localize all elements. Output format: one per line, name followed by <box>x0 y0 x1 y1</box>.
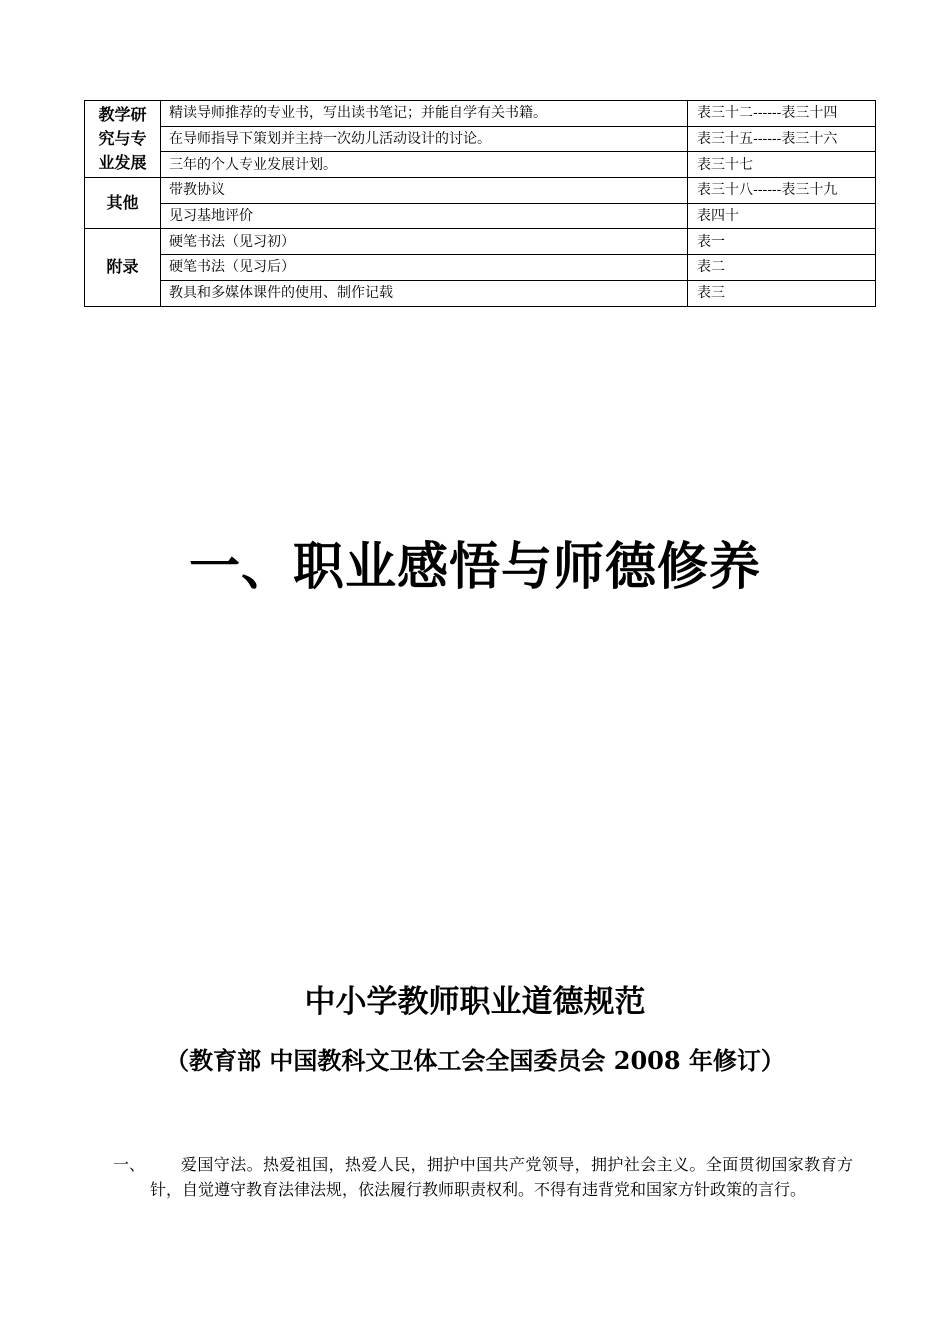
contents-table <box>84 100 876 307</box>
article-text: 爱国守法。热爱祖国，热爱人民，拥护中国共产党领导，拥护社会主义。全面贯彻国家教育方针，自觉遵守教育法律法规，依法履行教师职责权利。不得有违背党和国家方针政策的言行。 <box>150 1155 853 1199</box>
form-reference-cell: 表三十八------表三十九 <box>688 178 876 204</box>
table-row <box>85 255 876 281</box>
item-cell: 教具和多媒体课件的使用、制作记载 <box>161 280 688 306</box>
form-reference-cell: 表四十 <box>688 203 876 229</box>
category-label-line: 业发展 <box>98 153 147 173</box>
category-cell <box>85 101 161 178</box>
table-row <box>85 126 876 152</box>
item-cell: 三年的个人专业发展计划。 <box>161 152 688 178</box>
chapter-title: 一、职业感悟与师德修养 <box>188 538 761 597</box>
item-cell: 硬笔书法（见习初） <box>161 229 688 255</box>
form-reference-cell: 表三十二------表三十四 <box>688 101 876 127</box>
form-reference-cell: 表二 <box>688 255 876 281</box>
table-row <box>85 101 876 127</box>
category-cell: 其他 <box>85 178 161 229</box>
item-cell: 在导师指导下策划并主持一次幼儿活动设计的讨论。 <box>161 126 688 152</box>
table-row <box>85 178 876 204</box>
table-row <box>85 152 876 178</box>
section-title: 中小学教师职业道德规范 <box>304 984 646 1020</box>
form-reference-cell: 表三 <box>688 280 876 306</box>
form-reference-cell: 表三十七 <box>688 152 876 178</box>
article-paragraph <box>113 1152 853 1202</box>
section-subtitle: （教育部 中国教科文卫体工会全国委员会 2008 年修订） <box>165 1046 785 1075</box>
form-reference-cell: 表三十五------表三十六 <box>688 126 876 152</box>
category-label-line: 教学研 <box>98 105 147 125</box>
item-cell: 硬笔书法（见习后） <box>161 255 688 281</box>
form-reference-cell: 表一 <box>688 229 876 255</box>
table-row <box>85 280 876 306</box>
table-row <box>85 203 876 229</box>
item-cell: 见习基地评价 <box>161 203 688 229</box>
table-row <box>85 229 876 255</box>
article-number: 一、 <box>113 1155 146 1174</box>
item-cell: 精读导师推荐的专业书，写出读书笔记；并能自学有关书籍。 <box>161 101 688 127</box>
category-label-line: 究与专 <box>98 129 147 149</box>
category-cell: 附录 <box>85 229 161 306</box>
item-cell: 带教协议 <box>161 178 688 204</box>
